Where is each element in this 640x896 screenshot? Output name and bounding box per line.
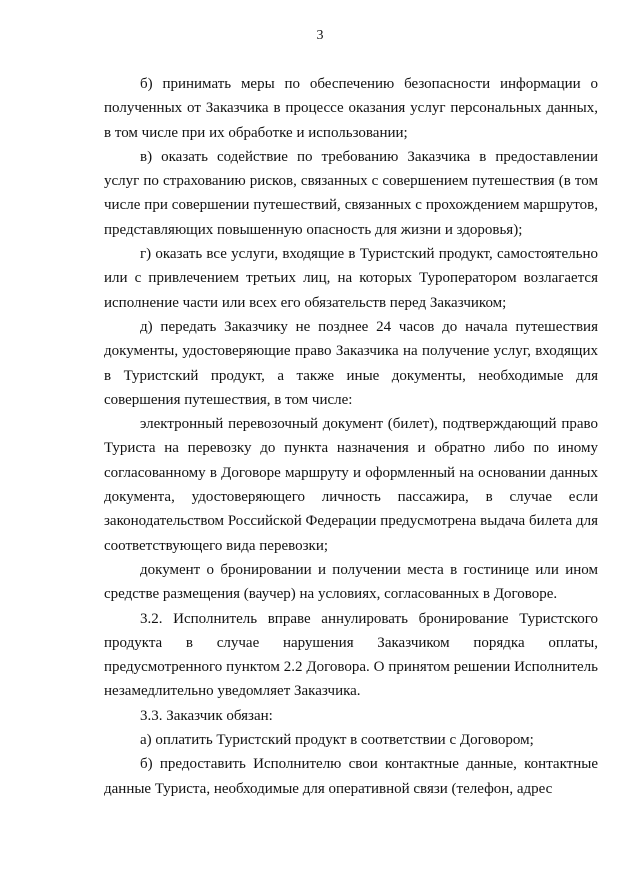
paragraph-3-2: 3.2. Исполнитель вправе аннулировать бронирование Туристского продукта в случае нарушения Заказчиком порядка оплаты, предусмотренного пунктом 2.2 Договора. О принятом решении Исполнитель незамедлительно уведомляет Заказчика. <box>104 610 598 700</box>
paragraph-voucher: документ о бронировании и получении места в гостинице или ином средстве размещения (ваучер) на условиях, согласованных в Договоре. <box>104 561 598 603</box>
paragraph-3-3-a: а) оплатить Туристский продукт в соответствии с Договором; <box>140 732 534 749</box>
paragraph-3-1-v: в) оказать содействие по требованию Заказчика в предоставлении услуг по страхованию рисков, связанных с совершением путешествия (в том числе при совершении путешествий, связанных с прохождением маршрутов, представляющих повышенную опасность для жизни и здоровья); <box>104 148 598 238</box>
paragraph-3-1-g: г) оказать все услуги, входящие в Туристский продукт, самостоятельно или с привлечением третьих лиц, на которых Туроператором возлагается исполнение части или всех его обязательств перед Заказчиком; <box>104 246 598 311</box>
document-body <box>104 72 598 801</box>
paragraph-3-3: 3.3. Заказчик обязан: <box>140 707 273 724</box>
paragraph-3-3-b: б) предоставить Исполнителю свои контактные данные, контактные данные Туриста, необходимые для оперативной связи (телефон, адрес <box>104 756 598 797</box>
page-number: 3 <box>316 28 324 43</box>
paragraph-3-1-b: б) принимать меры по обеспечению безопасности информации о полученных от Заказчика в процессе оказания услуг персональных данных, в том числе при их обработке и использовании; <box>104 76 598 141</box>
paragraph-3-1-d: д) передать Заказчику не позднее 24 часов до начала путешествия документы, удостоверяющие право Заказчика на получение услуг, входящих в Туристский продукт, а также иные документы, необходимые для совершения путешествия, в том числе: <box>104 318 598 408</box>
paragraph-ticket: электронный перевозочный документ (билет), подтверждающий право Туриста на перевозку до пункта назначения и обратно либо по иному согласованному в Договоре маршруту и оформленный на основании данных документа, удостоверяющего личность пассажира, в случае если законодательством Российской Федерации предусмотрена выдача билета для соответствующего вида перевозки; <box>104 416 598 554</box>
